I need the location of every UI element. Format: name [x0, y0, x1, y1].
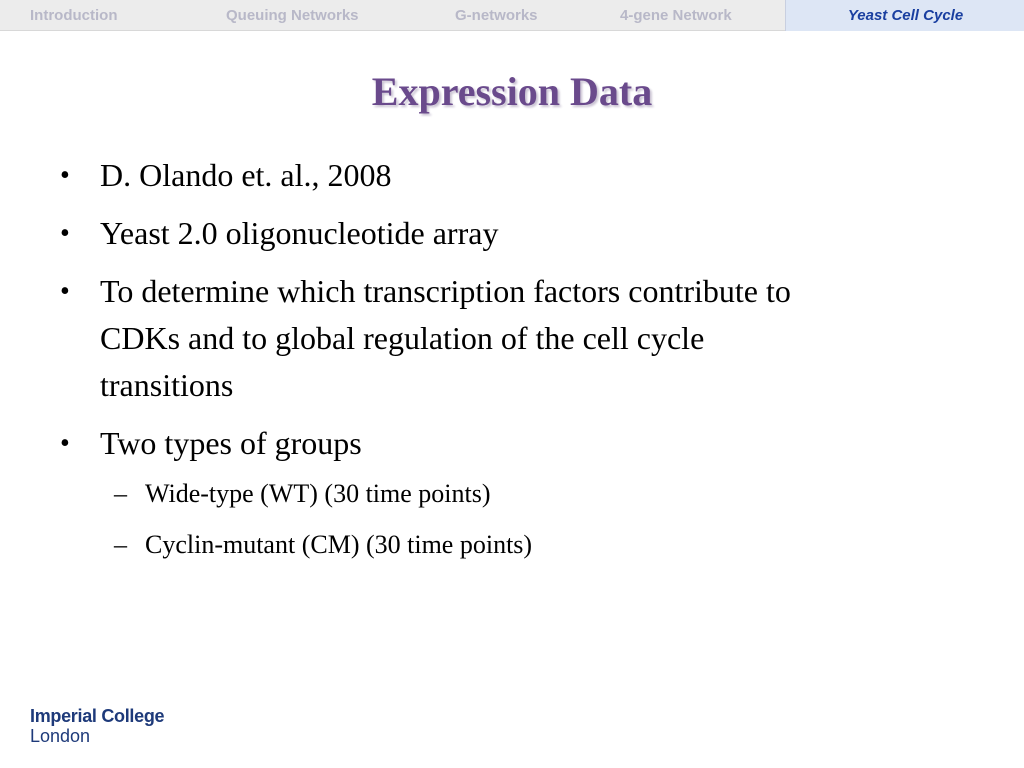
bullet-text-line: CDKs and to global regulation of the cell cycle — [100, 320, 705, 356]
bullet-marker: • — [60, 218, 70, 249]
logo-line-1: Imperial College — [30, 706, 165, 726]
imperial-college-logo — [30, 706, 164, 746]
bullet-text: D. Olando et. al., 2008 — [100, 157, 392, 193]
bullet-item — [0, 268, 1024, 409]
bullet-text: Two types of groups — [100, 425, 362, 461]
sub-bullet-marker: – — [114, 530, 127, 559]
bullet-marker: • — [60, 160, 70, 191]
bullet-item — [0, 420, 1024, 467]
nav-item-queuing-networks[interactable]: Queuing Networks — [226, 7, 359, 24]
bullet-text: Yeast 2.0 oligonucleotide array — [100, 215, 499, 251]
slide-title: Expression Data — [371, 69, 653, 114]
nav-item-yeast-cell-cycle[interactable]: Yeast Cell Cycle — [785, 0, 1024, 31]
nav-item-introduction[interactable]: Introduction — [30, 7, 118, 24]
sub-bullet-text: Cyclin-mutant (CM) (30 time points) — [145, 530, 533, 559]
nav-item-4-gene-network[interactable]: 4-gene Network — [620, 7, 732, 24]
bullet-item — [0, 152, 1024, 199]
bullet-marker: • — [60, 276, 70, 307]
sub-bullet-item — [0, 478, 1024, 510]
sub-bullet-text: Wide-type (WT) (30 time points) — [145, 479, 491, 508]
bullet-marker: • — [60, 428, 70, 459]
section-nav-bar — [0, 0, 1024, 31]
nav-item-g-networks[interactable]: G-networks — [455, 7, 538, 24]
sub-bullet-item — [0, 529, 1024, 561]
bullet-text-line: To determine which transcription factors contribute to — [100, 273, 791, 309]
bullet-item — [0, 210, 1024, 257]
bullet-text-line: transitions — [100, 367, 234, 403]
sub-bullet-marker: – — [114, 479, 127, 508]
logo-line-2: London — [30, 726, 91, 746]
